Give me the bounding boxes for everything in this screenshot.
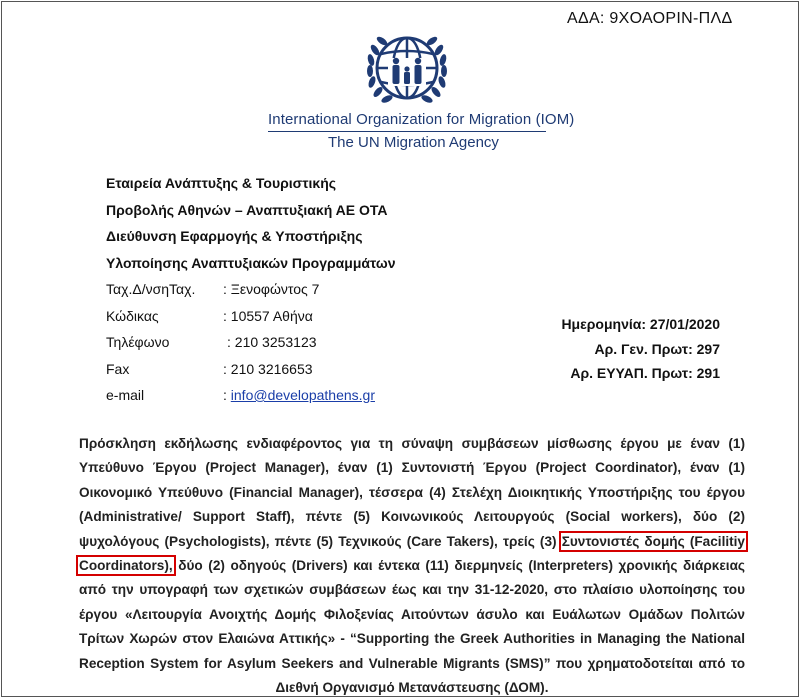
body-line: (Administrative/ Support Staff), πέντε (5) Κοινωνικούς Λειτουργούς (Social workers), δύο (2): [79, 509, 745, 525]
fax-value: : 210 3216653: [223, 360, 313, 377]
body-line: έργου «Λειτουργία Ανοιχτής Δομής Φιλοξενίας Αιτούντων άσυλο και Ευάλωτων Ομάδων Πολιτών: [79, 606, 745, 622]
phone-label: Τηλέφωνο: [106, 334, 170, 350]
recipient-line: Διεύθυνση Εφαρμογής & Υποστήριξης: [106, 228, 363, 244]
body-line: Υπεύθυνο Έργου (Project Manager), έναν (1) Συντονιστή Έργου (Project Coordinator), έναν (1): [79, 460, 745, 476]
body-line: Πρόσκληση εκδήλωσης ενδιαφέροντος για τη σύναψη συμβάσεων μίσθωσης έργου με έναν (1): [79, 436, 745, 451]
postcode-value: : 10557 Αθήνα: [223, 307, 313, 324]
highlighted-facility-coordinators-start: Συντονιστές δομής (Facilitiy: [561, 533, 745, 549]
fax-row: [106, 356, 375, 383]
date-line: Ημερομηνία: 27/01/2020: [561, 316, 720, 332]
body-line: Διεθνή Οργανισμό Μετανάστευσης (ΔΟΜ).: [275, 680, 549, 696]
iom-logo-icon: [363, 28, 451, 108]
eyyap-protocol-line: Αρ. ΕΥΥΑΠ. Πρωτ: 291: [570, 365, 720, 381]
address-row: [106, 276, 375, 303]
recipient-line: Προβολής Αθηνών – Αναπτυξιακή ΑΕ ΟΤΑ: [106, 201, 388, 218]
body-line: Reception System for Asylum Seekers and Vulnerable Migrants (SMS)” που χρηματοδοτείται από το: [79, 655, 745, 671]
phone-value: : 210 3253123: [227, 334, 317, 350]
organization-divider: [268, 131, 546, 132]
organization-name: International Organization for Migration (IOM): [268, 111, 575, 128]
phone-row: [106, 329, 375, 356]
body-line: Οικονομικό Υπεύθυνο (Financial Manager), τέσσερα (4) Στελέχη Διοικητικής Υποστήριξης του έργου: [79, 484, 745, 500]
address-label: Ταχ.Δ/νσηΤαχ.: [106, 281, 196, 297]
invitation-body: [79, 432, 745, 700]
body-line-text: δύο (2) οδηγούς (Drivers) και έντεκα (11) διερμηνείς (Interpreters) χρονικής διάρκειας: [172, 558, 745, 574]
body-line: Τρίτων Χωρών στον Ελαιώνα Αττικής» - “Supporting the Greek Authorities in Managing the National: [79, 631, 745, 647]
recipient-line: Εταιρεία Ανάπτυξης & Τουριστικής: [106, 175, 337, 191]
contact-block: [106, 276, 375, 409]
highlighted-facility-coordinators-end: Coordinators),: [79, 558, 173, 574]
protocol-meta: [561, 312, 720, 386]
body-line: από την υπογραφή των σχετικών συμβάσεων έως και την 31-12-2020, στο πλαίσιο υλοποίησης του: [79, 582, 745, 598]
email-link[interactable]: info@developathens.gr: [230, 387, 375, 403]
body-line: [79, 554, 745, 578]
ada-code: ΑΔΑ: 9ΧΟΑΟΡΙΝ-ΠΛΔ: [567, 10, 733, 27]
recipient-block: [106, 170, 395, 276]
address-value: : Ξενοφώντος 7: [223, 281, 320, 297]
postcode-label: Κώδικας: [106, 307, 159, 324]
body-line-text: ψυχολόγους (Psychologists), πέντε (5) Τεχνικούς (Care Takers), τρείς (3): [79, 533, 562, 549]
email-row: [106, 382, 375, 409]
email-label: e-mail: [106, 387, 145, 403]
fax-label: Fax: [106, 360, 130, 377]
postcode-row: [106, 303, 375, 330]
body-line: [79, 530, 745, 554]
recipient-line: Υλοποίησης Αναπτυξιακών Προγραμμάτων: [106, 254, 396, 271]
organization-subtitle: The UN Migration Agency: [328, 134, 499, 151]
general-protocol-line: Αρ. Γεν. Πρωτ: 297: [594, 340, 720, 357]
email-prefix: :: [223, 387, 231, 403]
